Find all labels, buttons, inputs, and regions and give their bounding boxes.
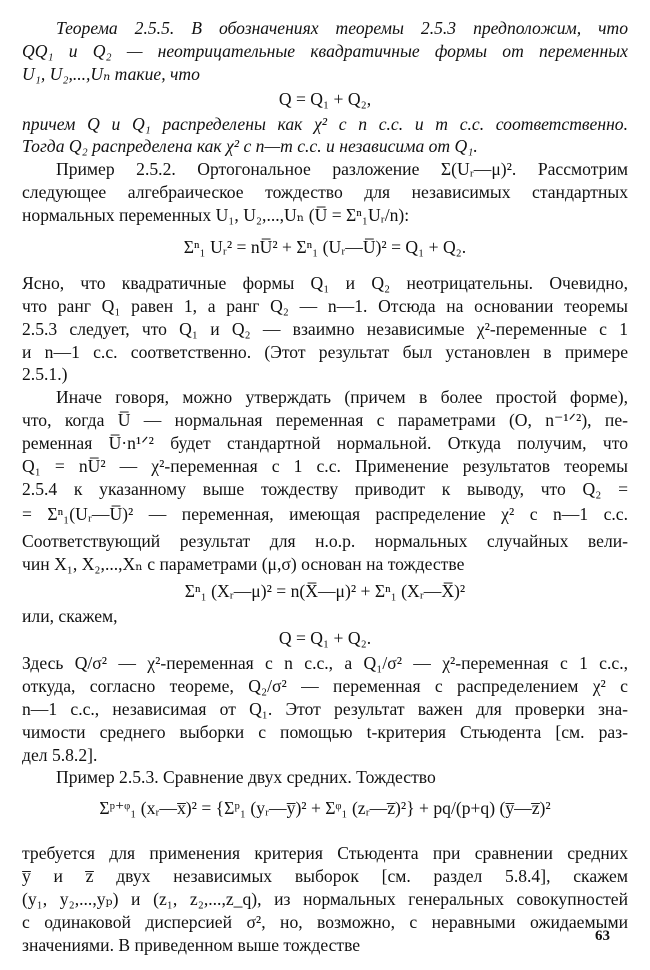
text-line: 2.5.4 к указанному выше тождеству приводит к выводу, что Q₂ = bbox=[22, 479, 628, 499]
text-line: требуется для применения критерия Стьюдента при сравнении средних bbox=[22, 843, 628, 863]
text-line: что ранг Q₁ равен 1, а ранг Q₂ — n—1. Отсюда на основании теоремы bbox=[22, 296, 628, 316]
text-line: ременная U̅·n¹ᐟ² будет стандартной нормальной. Откуда получим, что bbox=[22, 433, 628, 453]
text-line: Пример 2.5.3. Сравнение двух средних. Тождество bbox=[56, 767, 436, 787]
text-line: U₁, U₂,...,Uₙ такие, что bbox=[22, 64, 200, 84]
text-line: 2.5.3 следует, что Q₁ и Q₂ — взаимно независимые χ²-переменные с 1 bbox=[22, 319, 628, 339]
text-line: Тогда Q₂ распределена как χ² с n—m с.с. и независима от Q₁. bbox=[22, 136, 478, 156]
text-line: 2.5.1.) bbox=[22, 364, 68, 384]
text-line: следующее алгебраическое тождество для независимых стандартных bbox=[22, 182, 628, 202]
text-line: Здесь Q/σ² — χ²-переменная с n с.с., а Q₁/σ² — χ²-переменная с 1 с.с., bbox=[22, 653, 628, 673]
text-line: Q₁ = nU̅² — χ²-переменная с 1 с.с. Применение результатов теоремы bbox=[22, 456, 628, 476]
text-line: Теорема 2.5.5. В обозначениях теоремы 2.5.3 предположим, что bbox=[56, 18, 628, 38]
text-line: чимости среднего выборки с помощью t-критерия Стьюдента [см. раз- bbox=[22, 722, 628, 742]
text-line: значениями. В приведенном выше тождестве bbox=[22, 935, 361, 955]
formula: Q = Q₁ + Q₂, bbox=[278, 89, 372, 109]
text-line: с одинаковой дисперсией σ², но, возможно, с неравными ожидаемыми bbox=[22, 912, 628, 932]
text-line: Соответствующий результат для н.о.р. нормальных случайных вели- bbox=[22, 531, 628, 551]
text-line: = Σⁿ₁(Uᵣ—U̅)² — переменная, имеющая распределение χ² с n—1 с.с. bbox=[22, 504, 628, 524]
text-line: чин X₁, X₂,...,Xₙ с параметрами (μ,σ) основан на тождестве bbox=[22, 554, 465, 574]
text-line: или, скажем, bbox=[22, 606, 118, 626]
formula: Σⁿ₁ (Xᵣ—μ)² = n(X̅—μ)² + Σⁿ₁ (Xᵣ—X̅)² bbox=[184, 581, 466, 601]
text-line: (y₁, y₂,...,yₚ) и (z₁, z₂,...,z_q), из нормальных генеральных совокупностей bbox=[22, 889, 628, 909]
text-line: нормальных переменных U₁, U₂,...,Uₙ (U̅ = Σⁿ₁Uᵣ/n): bbox=[22, 205, 410, 225]
text-line: QQ₁ и Q₂ — неотрицательные квадратичные формы от переменных bbox=[22, 41, 628, 61]
text-line: причем Q и Q₁ распределены как χ² с n с.с. и m с.с. соответственно. bbox=[22, 114, 628, 134]
text-line: и n—1 с.с. соответственно. (Этот результат был установлен в примере bbox=[22, 342, 628, 362]
text-line: y̅ и z̅ двух независимых выборок [см. раздел 5.8.4], скажем bbox=[22, 866, 628, 886]
text-line: Пример 2.5.2. Ортогональное разложение Σ(Uᵣ—μ)². Рассмотрим bbox=[56, 159, 628, 179]
text-line: что, когда U̅ — нормальная переменная с параметрами (O, n⁻¹ᐟ²), пе- bbox=[22, 410, 628, 430]
text-line: n—1 с.с., независимая от Q₁. Этот результат важен для проверки зна- bbox=[22, 699, 628, 719]
text-line: дел 5.8.2]. bbox=[22, 745, 98, 765]
page-number: 63 bbox=[595, 928, 610, 944]
formula: Σⁿ₁ Uᵣ² = nU̅² + Σⁿ₁ (Uᵣ—U̅)² = Q₁ + Q₂. bbox=[183, 237, 467, 257]
text-line: Ясно, что квадратичные формы Q₁ и Q₂ неотрицательны. Очевидно, bbox=[22, 273, 628, 293]
text-line: откуда, согласно теореме, Q₂/σ² — переменная с распределением χ² с bbox=[22, 676, 628, 696]
text-line: Иначе говоря, можно утверждать (причем в более простой форме), bbox=[56, 387, 628, 407]
formula: Σᵖ⁺ᵠ₁ (xᵣ—x̅)² = {Σᵖ₁ (yᵣ—y̅)² + Σᵠ₁ (zᵣ—z̅)²} + pq/(p+q) (y̅—z̅)² bbox=[99, 798, 551, 818]
formula: Q = Q₁ + Q₂. bbox=[278, 628, 372, 648]
